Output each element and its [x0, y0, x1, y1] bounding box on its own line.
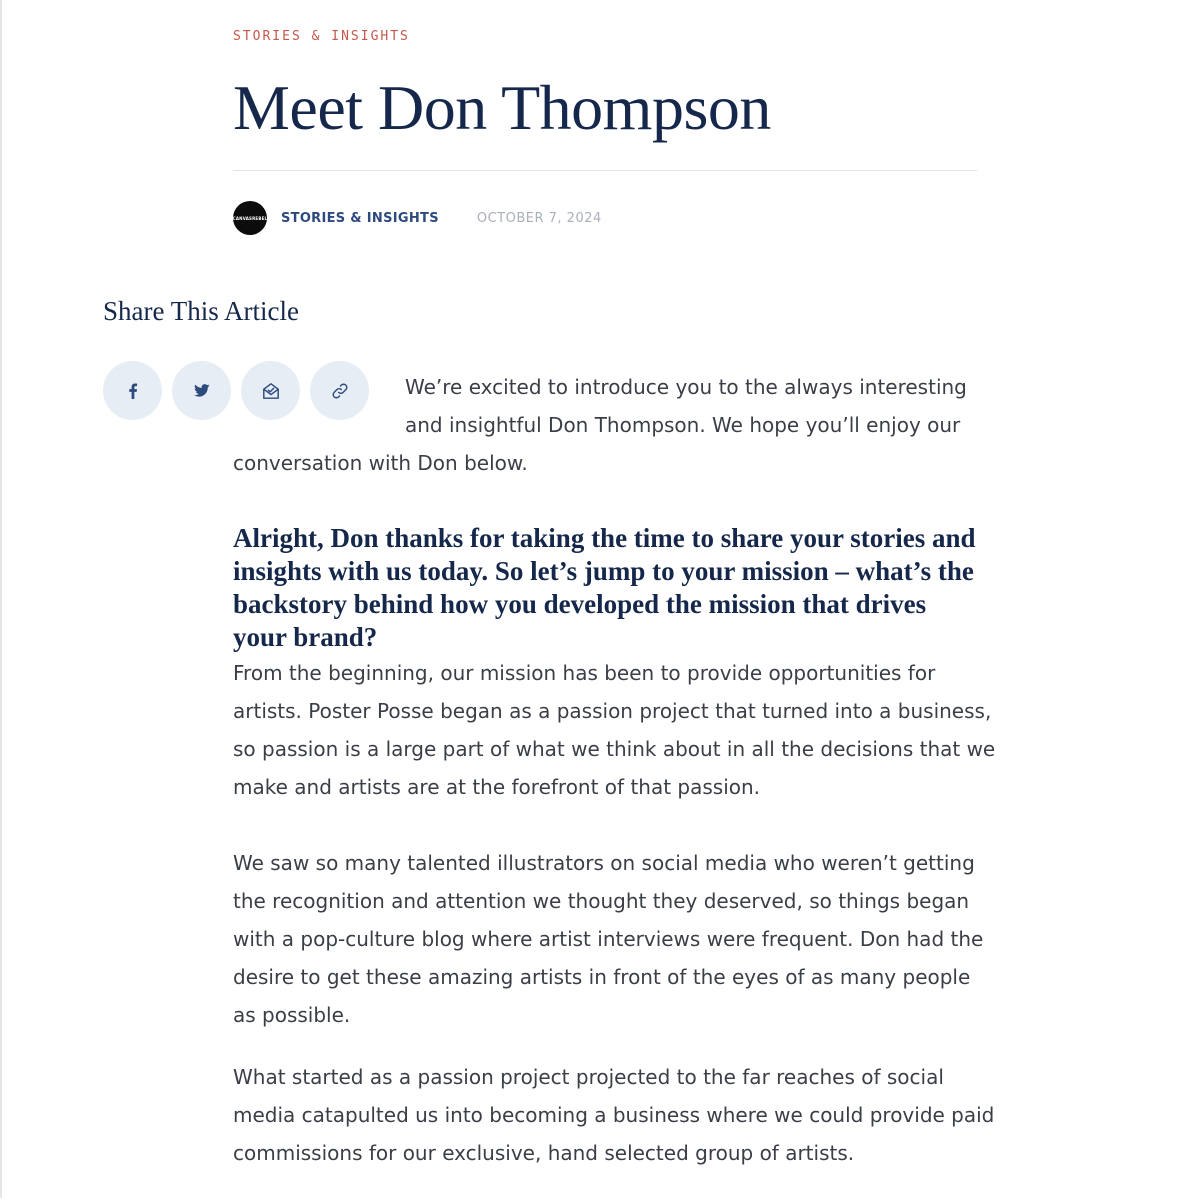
author-avatar[interactable] — [233, 201, 267, 235]
article-paragraph: We saw so many talented illustrators on social media who weren’t getting the recognition and attention we thought they deserved, so things began with a pop-culture blog where artist interviews were frequent. Don had the desire to get these amazing artists in front of the eyes of as many people as possible. — [233, 851, 984, 1027]
article-intro: We’re excited to introduce you to the always interesting and insightful Don Thompson. We hope you’ll enjoy our conversation with Don below. — [233, 375, 967, 475]
share-facebook-button[interactable] — [103, 361, 162, 420]
twitter-icon — [194, 384, 210, 397]
article-meta — [233, 201, 602, 235]
article-body — [233, 368, 998, 1172]
avatar-logo-text: CANVASREBEL — [233, 215, 267, 221]
article-paragraph: What started as a passion project projected to the far reaches of social media catapulted us into becoming a business where we could provide paid commissions for our exclusive, hand selected group of artists. — [233, 1065, 995, 1165]
share-twitter-button[interactable] — [172, 361, 231, 420]
article-paragraph: From the beginning, our mission has been to provide opportunities for artists. Poster Posse began as a passion project that turned into a business, so passion is a large part of what we think about in all the decisions that we make and artists are at the forefront of that passion. — [233, 661, 996, 799]
meta-category-link[interactable]: STORIES & INSIGHTS — [281, 210, 439, 226]
interview-question: Alright, Don thanks for taking the time to share your stories and insights with us today. So let’s jump to your mission – what’s the backstory behind how you developed the mission that drives your brand? — [233, 523, 976, 652]
facebook-icon — [126, 383, 140, 399]
page-title: Meet Don Thompson — [233, 72, 771, 143]
share-heading: Share This Article — [103, 296, 299, 326]
title-divider — [233, 170, 977, 171]
publish-date: OCTOBER 7, 2024 — [476, 210, 602, 226]
category-kicker-link[interactable]: STORIES & INSIGHTS — [233, 29, 410, 44]
share-float-spacer — [233, 368, 405, 444]
